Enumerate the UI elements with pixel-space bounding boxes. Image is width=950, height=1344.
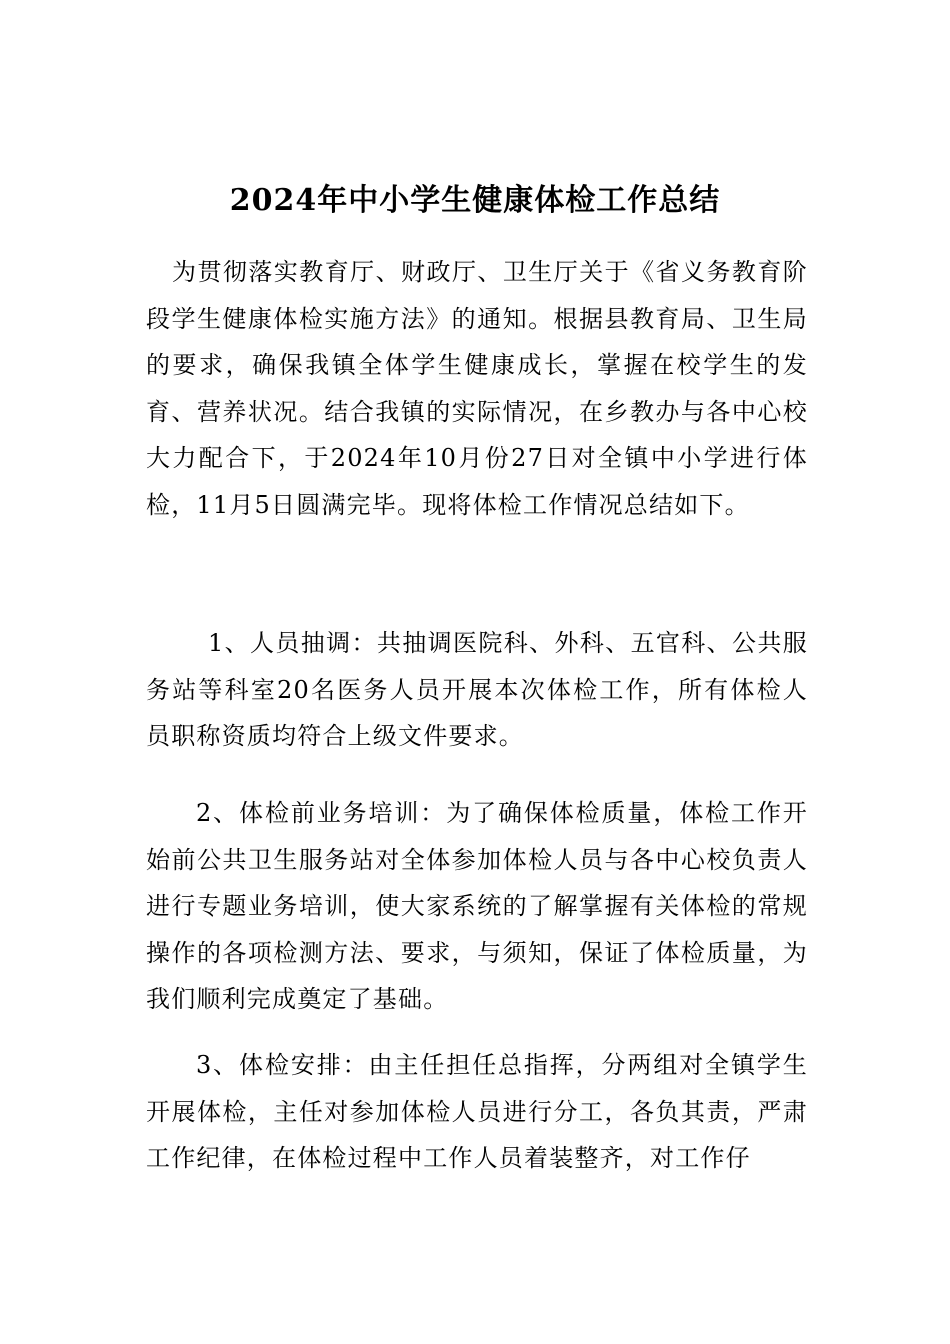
paragraph-staffing: 1、人员抽调：共抽调医院科、外科、五官科、公共服务站等科室20名医务人员开展本次体检工作，所有体检人员职称资质均符合上级文件要求。 <box>146 629 808 750</box>
paragraph-arrangement: 3、体检安排：由主任担任总指挥，分两组对全镇学生开展体检，主任对参加体检人员进行分工，各负其责，严肃工作纪律，在体检过程中工作人员着装整齐，对工作仔 <box>146 1051 808 1172</box>
paragraph-training: 2、体检前业务培训：为了确保体检质量，体检工作开始前公共卫生服务站对全体参加体检人员与各中心校负责人进行专题业务培训，使大家系统的了解掌握有关体检的常规操作的各项检测方法、要求，与须知，保证了体检质量，为我们顺利完成奠定了基础。 <box>146 799 808 1013</box>
paragraph-intro: 为贯彻落实教育厅、财政厅、卫生厅关于《省义务教育阶段学生健康体检实施方法》的通知。根据县教育局、卫生局的要求，确保我镇全体学生健康成长，掌握在校学生的发育、营养状况。结合我镇的实际情况，在乡教办与各中心校大力配合下，于2024年10月份27日对全镇中小学进行体检，11月5日圆满完毕。现将体检工作情况总结如下。 <box>146 258 808 519</box>
document-title: 2024年中小学生健康体检工作总结 <box>229 183 721 218</box>
